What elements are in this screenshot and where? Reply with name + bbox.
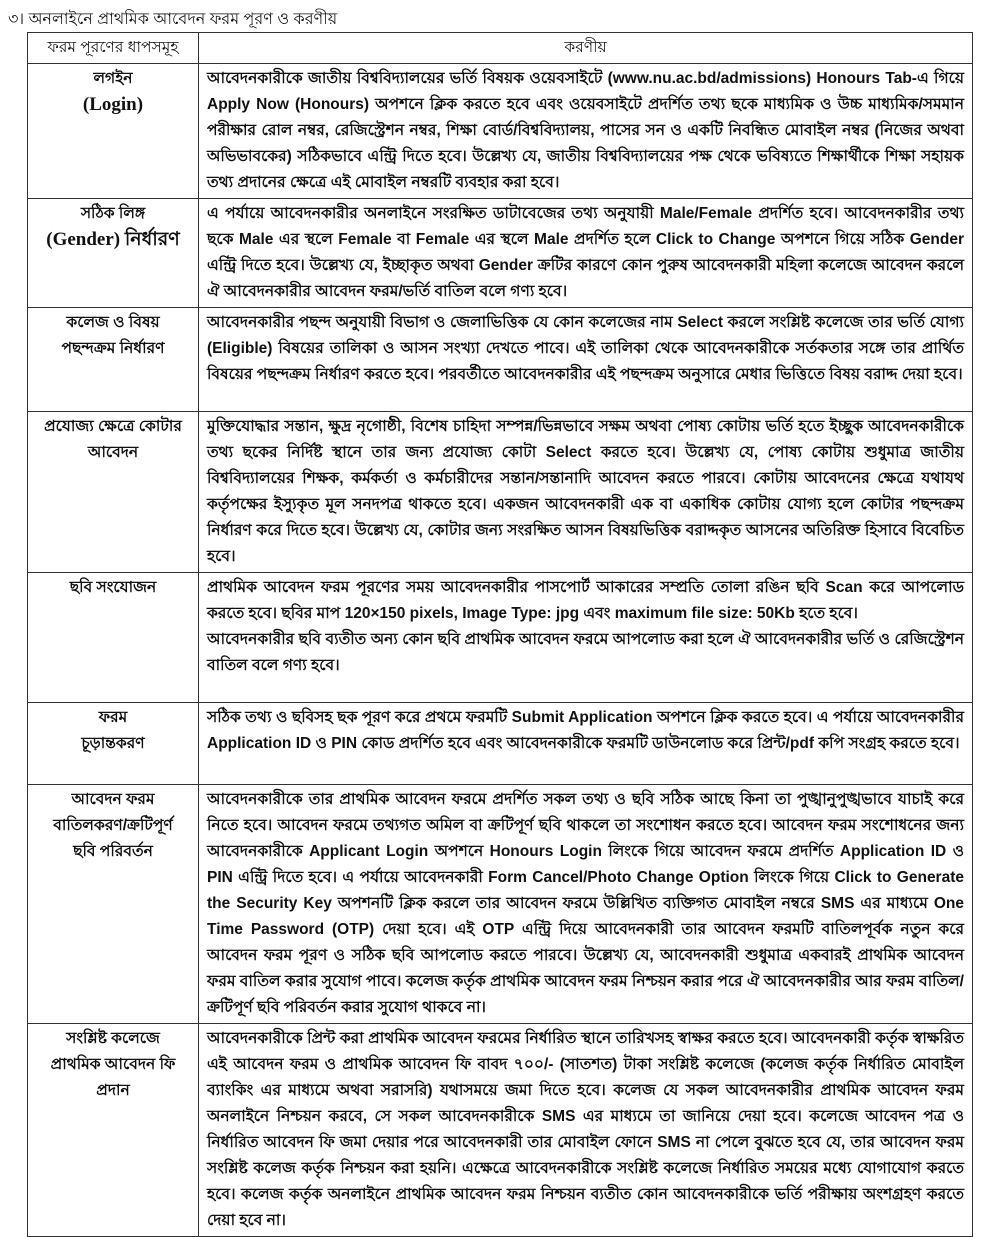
section-heading: ৩। অনলাইনে প্রাথমিক আবেদন ফরম পূরণ ও করণীয় xyxy=(8,11,338,28)
step-cell xyxy=(28,573,199,703)
step-cell xyxy=(28,199,199,308)
table-row xyxy=(28,64,973,199)
step-label: আবেদন xyxy=(87,444,139,461)
task-cell xyxy=(199,703,973,785)
step-label: আবেদন ফরম xyxy=(71,791,155,808)
task-paragraph: সঠিক তথ্য ও ছবিসহ ছক পূরণ করে প্রথমে ফরমটি Submit Application অপশনে ক্লিক করতে হবে। এ পর্যায়ে আবেদনকারীর Application ID ও PIN কোড প্রদর্শিত হবে এবং আবেদনকারীকে ফরমটি ডাউনলোড করে প্রিন্ট/pdf কপি সংগ্রহ করতে হবে। xyxy=(207,709,964,752)
task-paragraph: আবেদনকারীর ছবি ব্যতীত অন্য কোন ছবি প্রাথমিক আবেদন ফরমে আপলোড করা হলে ঐ আবেদনকারীর ভর্তি ও রেজিস্ট্রেশন বাতিল বলে গণ্য হবে। xyxy=(207,631,964,674)
task-paragraph: আবেদনকারীর পছন্দ অনুযায়ী বিভাগ ও জেলাভিত্তিক যে কোন কলেজের নাম Select করলে সংশ্লিষ্ট কলেজে তার ভর্তি যোগ্য (Eligible) বিষয়ের তালিকা ও আসন সংখ্যা দেখতে পাবে। এই তালিকা থেকে আবেদনকারীকে সর্তকতার সঙ্গে তার প্রার্থিত বিষয়ের পছন্দক্রম নির্ধারণ করতে হবে। পরবর্তীতে আবেদনকারীর এই পছন্দক্রম অনুসারে মেধার ভিত্তিতে বিষয় বরাদ্দ দেয়া হবে। xyxy=(207,314,964,383)
table-row xyxy=(28,412,973,573)
task-paragraph: আবেদনকারীকে প্রিন্ট করা প্রাথমিক আবেদন ফরমের নির্ধারিত স্থানে তারিখসহ স্বাক্ষর করতে হবে। আবেদনকারী কর্তৃক স্বাক্ষরিত এই আবেদন ফরম ও প্রাথমিক আবেদন ফি বাবদ ৭০০/- (সাতশত) টাকা সংশ্লিষ্ট কলেজে (কলেজ কর্তৃক নির্ধারিত মোবাইল ব্যাংকিং এর মাধ্যমে অথবা সরাসরি) যথাসময়ে জমা দিতে হবে। কলেজ যে সকল আবেদনকারীর প্রাথমিক আবেদন ফরম অনলাইনে নিশ্চয়ন করবে, সে সকল আবেদনকারীকে SMS এর মাধ্যমে তা জানিয়ে দেয়া হবে। কলেজে আবেদন পত্র ও নির্ধারিত আবেদন ফি জমা দেয়ার পরে আবেদনকারী তার মোবাইল ফোনে SMS না পেলে বুঝতে হবে যে, তার আবেদন ফরম সংশ্লিষ্ট কলেজ কর্তৃক নিশ্চয়ন করা হয়নি। এক্ষেত্রে আবেদনকারীকে সংশ্লিষ্ট কলেজে নির্ধারিত সময়ের মধ্যে যোগাযোগ করতে হবে। কলেজ কর্তৃক অনলাইনে প্রাথমিক আবেদন ফরম নিশ্চয়ন ব্যতীত কোন আবেদনকারীকে ভর্তি পরীক্ষায় অংশগ্রহণ করতে দেয়া হবে না। xyxy=(207,1030,964,1229)
header-tasks: করণীয় xyxy=(199,33,973,64)
step-label: কলেজ ও বিষয় xyxy=(66,314,160,331)
step-label: ছবি সংযোজন xyxy=(69,579,157,596)
task-cell xyxy=(199,1024,973,1237)
task-cell xyxy=(199,308,973,412)
step-label: সঠিক লিঙ্গ xyxy=(80,205,146,222)
step-cell xyxy=(28,64,199,199)
task-cell xyxy=(199,412,973,573)
step-label: ফরম xyxy=(98,709,128,726)
step-label: (Gender) নির্ধারণ xyxy=(46,229,180,250)
table-row xyxy=(28,785,973,1024)
step-cell xyxy=(28,703,199,785)
task-cell xyxy=(199,199,973,308)
task-paragraph: আবেদনকারীকে তার প্রাথমিক আবেদন ফরমে প্রদর্শিত সকল তথ্য ও ছবি সঠিক আছে কিনা তা পুঙ্খানুপুঙ্খভাবে যাচাই করে নিতে হবে। আবেদন ফরমে তথ্যগত অমিল বা ক্রটিপূর্ণ ছবি থাকলে তা সংশোধন করতে হবে। আবেদন ফরম সংশোধনের জন্য আবেদনকারীকে Applicant Login অপশনে Honours Login লিংকে গিয়ে আবেদন ফরমে প্রদর্শিত Application ID ও PIN এন্ট্রি দিতে হবে। এ পর্যায়ে আবেদনকারী Form Cancel/Photo Change Option লিংকে গিয়ে Click to Generate the Security Key অপশনটি ক্লিক করলে তার আবেদন ফরমে উল্লিখিত ব্যক্তিগত মোবাইল নম্বরে SMS এর মাধ্যমে One Time Password (OTP) দেয়া হবে। এই OTP এন্ট্রি দিয়ে আবেদনকারী তার আবেদন ফরমটি বাতিলপূর্বক নতুন করে আবেদন ফরম পূরণ ও সঠিক ছবি আপলোড করতে পারবে। উল্লেখ্য যে, আবেদনকারী শুধুমাত্র একবারই প্রাথমিক আবেদন ফরম বাতিল করার সুযোগ পাবে। কলেজ কর্তৃক প্রাথমিক আবেদন ফরম নিশ্চয়ন করার পরে ঐ আবেদনকারীর আর ফরম বাতিল/ক্রটিপূর্ণ ছবি পরিবর্তন করার সুযোগ থাকবে না। xyxy=(207,791,964,1016)
step-label: সংশ্লিষ্ট কলেজে xyxy=(66,1030,160,1047)
step-label: পছন্দক্রম নির্ধারণ xyxy=(61,340,165,357)
task-paragraph: প্রাথমিক আবেদন ফরম পূরণের সময় আবেদনকারীর পাসপোর্ট আকারের সম্প্রতি তোলা রঙিন ছবি Scan করে আপলোড করতে হবে। ছবির মাপ 120×150 pixels, Image Type: jpg এবং maximum file size: 50Kb হতে হবে। xyxy=(207,579,964,622)
application-steps-table xyxy=(27,32,973,1237)
step-cell xyxy=(28,308,199,412)
table-row xyxy=(28,703,973,785)
step-label: প্রাথমিক আবেদন ফি xyxy=(50,1056,176,1073)
step-label: প্রদান xyxy=(96,1082,130,1099)
header-steps: ফরম পূরণের ধাপসমূহ xyxy=(28,33,199,64)
table-row xyxy=(28,308,973,412)
table-row xyxy=(28,199,973,308)
task-cell xyxy=(199,785,973,1024)
task-cell xyxy=(199,573,973,703)
step-cell xyxy=(28,412,199,573)
task-paragraph: আবেদনকারীকে জাতীয় বিশ্ববিদ্যালয়ের ভর্তি বিষয়ক ওয়েবসাইটে (www.nu.ac.bd/admissions) Honours Tab-এ গিয়ে Apply Now (Honours) অপশনে ক্লিক করতে হবে এবং ওয়েবসাইটে প্রদর্শিত তথ্য ছকে মাধ্যমিক ও উচ্চ মাধ্যমিক/সমমান পরীক্ষার রোল নম্বর, রেজিস্ট্রেশন নম্বর, শিক্ষা বোর্ড/বিশ্ববিদ্যালয়, পাসের সন ও একটি নিবন্ধিত মোবাইল নম্বর (নিজের অথবা অভিভাবকের) সঠিকভাবে এন্ট্রি দিতে হবে। উল্লেখ্য যে, জাতীয় বিশ্ববিদ্যালয়ের পক্ষ থেকে ভবিষ্যতে শিক্ষার্থীকে শিক্ষা সহায়ক তথ্য প্রদানের ক্ষেত্রে এই মোবাইল নম্বরটি ব্যবহার করা হবে। xyxy=(207,70,964,191)
task-paragraph: এ পর্যায়ে আবেদনকারীর অনলাইনে সংরক্ষিত ডাটাবেজের তথ্য অনুযায়ী Male/Female প্রদর্শিত হবে। আবেদনকারীর তথ্য ছকে Male এর স্থলে Female বা Female এর স্থলে Male প্রদর্শিত হলে Click to Change অপশনে গিয়ে সঠিক Gender এন্ট্রি দিতে হবে। উল্লেখ্য যে, ইচ্ছাকৃত অথবা Gender ক্রটির কারণে কোন পুরুষ আবেদনকারী মহিলা কলেজে আবেদন করলে ঐ আবেদনকারীর আবেদন ফরম/ভর্তি বাতিল বলে গণ্য হবে। xyxy=(207,205,964,300)
task-cell xyxy=(199,64,973,199)
step-cell xyxy=(28,785,199,1024)
table-header-row xyxy=(28,33,973,64)
step-label: চূড়ান্তকরণ xyxy=(81,735,145,752)
task-paragraph: মুক্তিযোদ্ধার সন্তান, ক্ষুদ্র নৃগোষ্ঠী, বিশেষ চাহিদা সম্পন্ন/ভিন্নভাবে সক্ষম অথবা পোষ্য কোটায় ভর্তি হতে ইচ্ছুক আবেদনকারীকে তথ্য ছকের নির্দিষ্ট স্থানে তার জন্য প্রযোজ্য কোটা Select করতে হবে। উল্লেখ্য যে, পোষ্য কোটায় শুধুমাত্র জাতীয় বিশ্ববিদ্যালয়ের শিক্ষক, কর্মকর্তা ও কর্মচারীদের সন্তান/সন্তানাদি আবেদন করতে পারবে। কোটায় আবেদনের ক্ষেত্রে যথাযথ কর্তৃপক্ষের ইস্যুকৃত মূল সনদপত্র থাকতে হবে। একজন আবেদনকারী এক বা একাধিক কোটায় যোগ্য হলে কোটার পছন্দক্রম নির্ধারণ করে দিতে হবে। উল্লেখ্য যে, কোটার জন্য সংরক্ষিত আসন বিষয়ভিত্তিক বরাদ্দকৃত আসনের অতিরিক্ত হিসাবে বিবেচিত হবে। xyxy=(207,418,964,565)
step-label: বাতিলকরণ/ক্রটিপূর্ণ xyxy=(53,817,173,834)
table-row xyxy=(28,1024,973,1237)
step-label: (Login) xyxy=(82,94,144,115)
step-label: লগইন xyxy=(93,70,133,87)
step-cell xyxy=(28,1024,199,1237)
step-label: প্রযোজ্য ক্ষেত্রে কোটার xyxy=(44,418,182,435)
step-label: ছবি পরিবর্তন xyxy=(73,843,153,860)
table-row xyxy=(28,573,973,703)
